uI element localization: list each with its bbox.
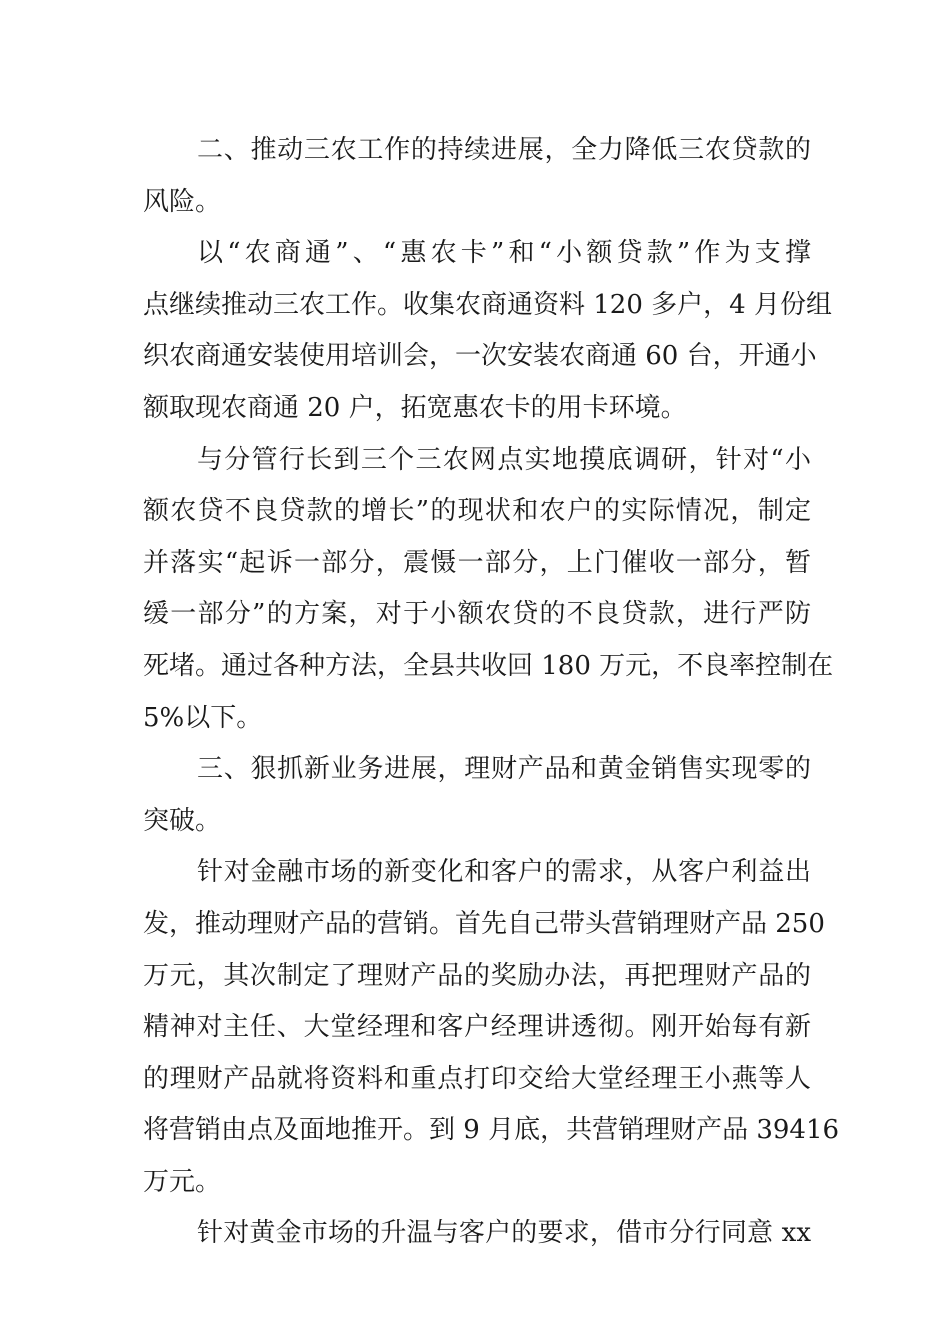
paragraph-line: 三、狠抓新业务进展，理财产品和黄金销售实现零的 <box>197 754 811 785</box>
document-body <box>143 125 840 1260</box>
paragraph-line: 以“农商通”、“惠农卡”和“小额贷款”作为支撑 <box>197 238 811 269</box>
paragraph-line: 额取现农商通 20 户，拓宽惠农卡的用卡环境。 <box>143 392 687 423</box>
paragraph-line: 突破。 <box>143 805 222 836</box>
paragraph-gold-market <box>143 1208 811 1260</box>
paragraph-line: 织农商通安装使用培训会，一次安装农商通 60 台，开通小 <box>143 341 817 372</box>
paragraph-line: 缓一部分”的方案，对于小额农贷的不良贷款，进行严防 <box>143 599 811 630</box>
paragraph-loan-collection <box>143 435 834 745</box>
paragraph-heading-2 <box>143 125 811 228</box>
paragraph-line: 死堵。通过各种方法，全县共收回 180 万元，不良率控制在 <box>143 650 834 681</box>
paragraph-line: 并落实“起诉一部分，震慑一部分，上门催收一部分，暂 <box>143 547 811 578</box>
paragraph-line: 风险。 <box>143 186 222 217</box>
paragraph-wealth-products <box>143 847 840 1208</box>
paragraph-nongshangtong <box>143 228 832 434</box>
paragraph-line: 万元。 <box>143 1166 222 1197</box>
paragraph-line: 的理财产品就将资料和重点打印交给大堂经理王小燕等人 <box>143 1063 811 1094</box>
paragraph-line: 发，推动理财产品的营销。首先自己带头营销理财产品 250 <box>143 908 825 939</box>
paragraph-line: 二、推动三农工作的持续进展，全力降低三农贷款的 <box>197 135 811 165</box>
paragraph-line: 与分管行长到三个三农网点实地摸底调研，针对“小 <box>197 444 811 475</box>
paragraph-line: 5%以下。 <box>143 702 263 733</box>
paragraph-line: 万元，其次制定了理财产品的奖励办法，再把理财产品的 <box>143 960 811 991</box>
paragraph-line: 精神对主任、大堂经理和客户经理讲透彻。刚开始每有新 <box>143 1012 811 1043</box>
paragraph-line: 针对黄金市场的升温与客户的要求，借市分行同意 xx <box>197 1218 811 1249</box>
paragraph-line: 将营销由点及面地推开。到 9 月底，共营销理财产品 39416 <box>143 1115 840 1146</box>
paragraph-line: 针对金融市场的新变化和客户的需求，从客户利益出 <box>197 857 811 888</box>
paragraph-heading-3 <box>143 744 811 847</box>
paragraph-line: 点继续推动三农工作。收集农商通资料 120 多户，4 月份组 <box>143 289 832 320</box>
paragraph-line: 额农贷不良贷款的增长”的现状和农户的实际情况，制定 <box>143 496 811 527</box>
